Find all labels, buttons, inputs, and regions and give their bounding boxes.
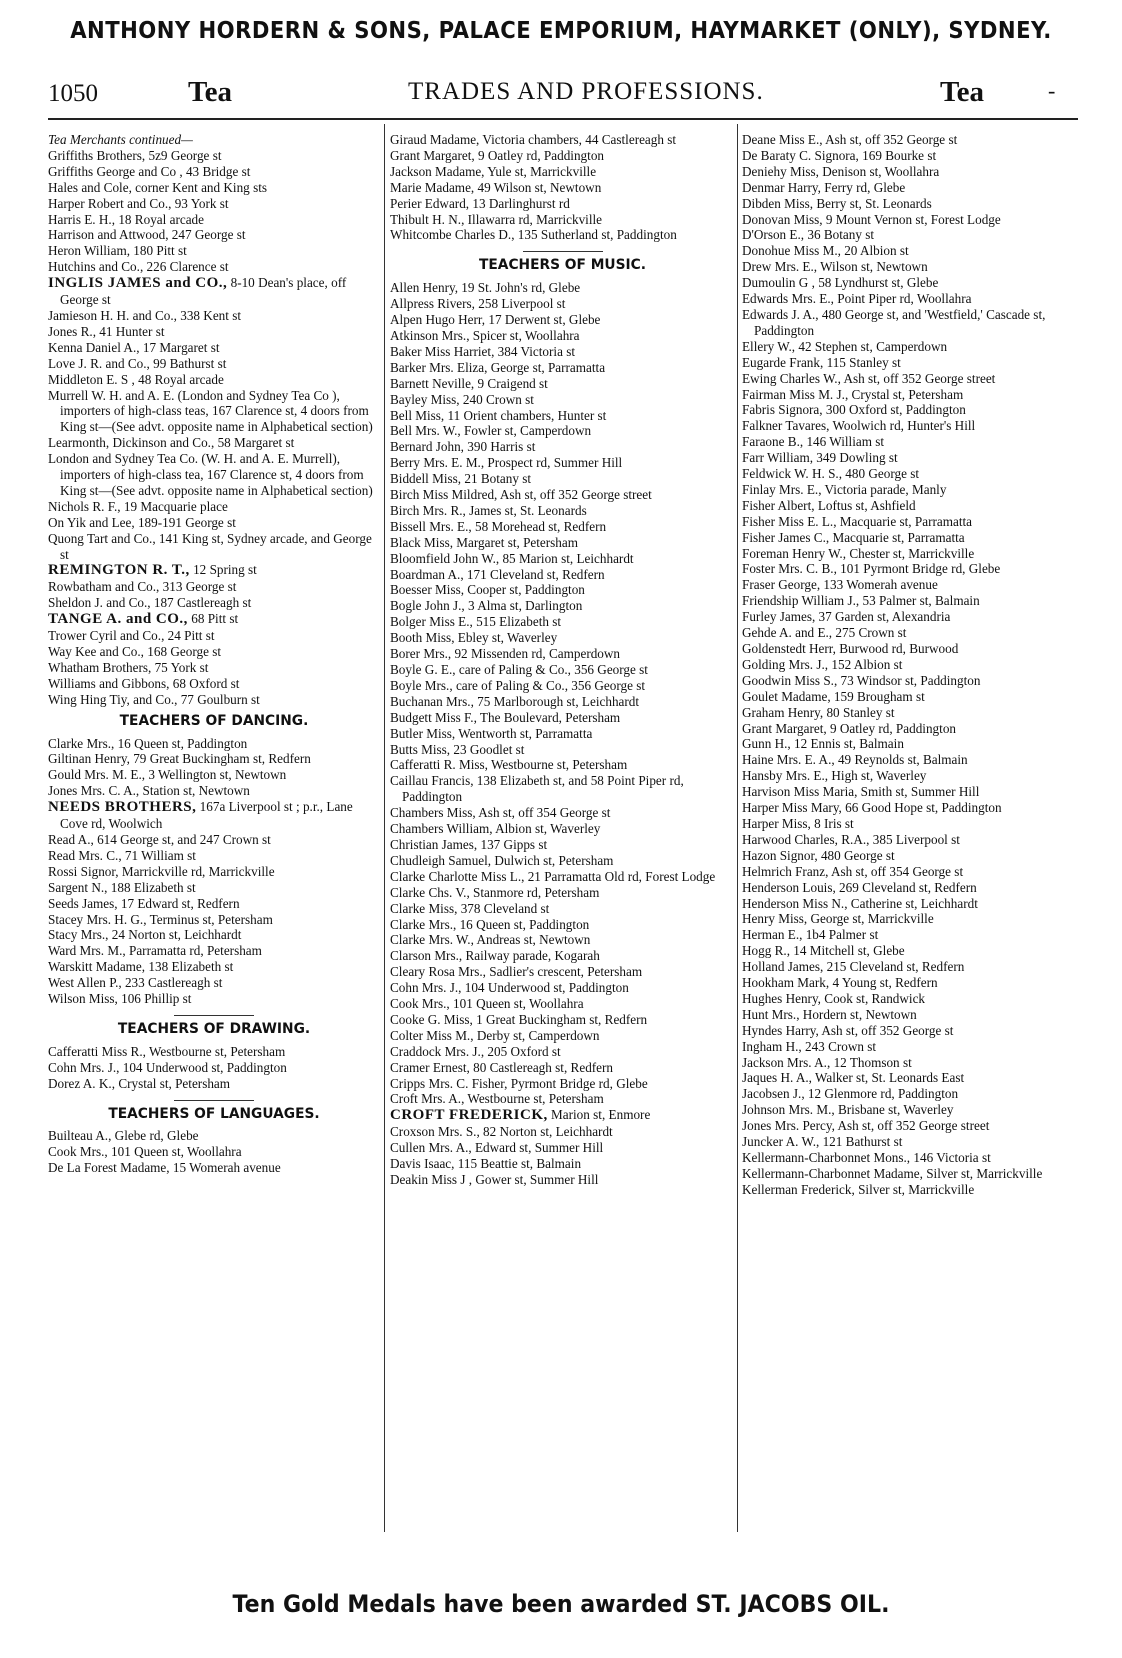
music-list xyxy=(390,280,735,1107)
list-item: Clarson Mrs., Railway parade, Kogarah xyxy=(390,948,600,964)
list-item: Jones R., 41 Hunter st xyxy=(48,323,165,339)
list-item: Gunn H., 12 Ennis st, Balmain xyxy=(742,736,904,752)
list-item: Chambers William, Albion st, Waverley xyxy=(390,821,601,837)
section-divider xyxy=(523,251,603,252)
list-item: Helmrich Franz, Ash st, off 354 George st xyxy=(742,863,964,879)
section-divider xyxy=(174,1100,254,1101)
list-item xyxy=(48,799,380,832)
list-item: Birch Mrs. R., James st, St. Leonards xyxy=(390,502,587,518)
list-item: On Yik and Lee, 189-191 George st xyxy=(48,514,236,530)
list-item: Atkinson Mrs., Spicer st, Woollahra xyxy=(390,327,580,343)
featured-name: NEEDS BROTHERS, xyxy=(48,799,197,816)
list-item: Williams and Gibbons, 68 Oxford st xyxy=(48,675,240,691)
tea-merchant-list xyxy=(48,628,380,708)
list-item: Grant Margaret, 9 Oatley rd, Paddington xyxy=(390,147,605,163)
list-item: Deakin Miss J , Gower st, Summer Hill xyxy=(390,1172,599,1187)
list-item xyxy=(390,1107,735,1124)
list-item: Bernard John, 390 Harris st xyxy=(390,439,536,455)
list-item: Whatham Brothers, 75 York st xyxy=(48,659,209,675)
list-item: Fraser George, 133 Womerah avenue xyxy=(742,577,938,593)
list-item: Builteau A., Glebe rd, Glebe xyxy=(48,1128,199,1144)
featured-name: REMINGTON R. T., xyxy=(48,562,190,579)
list-item: Kellermann-Charbonnet Mons., 146 Victoria st xyxy=(742,1150,991,1165)
list-item: Seeds James, 17 Edward st, Redfern xyxy=(48,895,240,911)
left-guide-word: Tea xyxy=(188,76,233,108)
list-item: Jacobsen J., 12 Glenmore rd, Paddington xyxy=(742,1086,959,1102)
list-item: Chudleigh Samuel, Dulwich st, Petersham xyxy=(390,852,614,868)
list-item: Feldwick W. H. S., 480 George st xyxy=(742,466,920,482)
list-item: Harper Robert and Co., 93 York st xyxy=(48,195,229,211)
tea-merchant-list xyxy=(48,308,380,563)
list-item: Hutchins and Co., 226 Clarence st xyxy=(48,259,229,275)
list-item: Hogg R., 14 Mitchell st, Glebe xyxy=(742,943,905,959)
list-item: Harwood Charles, R.A., 385 Liverpool st xyxy=(742,831,960,847)
featured-name: INGLIS JAMES and CO., xyxy=(48,275,228,292)
list-item: Graham Henry, 80 Stanley st xyxy=(742,704,895,720)
list-item: Henry Miss, George st, Marrickville xyxy=(742,911,934,927)
column-1 xyxy=(48,132,380,1176)
list-item: Golding Mrs. J., 152 Albion st xyxy=(742,656,903,672)
list-item: Cripps Mrs. C. Fisher, Pyrmont Bridge rd, Glebe xyxy=(390,1075,648,1091)
list-item xyxy=(48,275,380,308)
list-item: Allen Henry, 19 St. John's rd, Glebe xyxy=(390,280,581,296)
list-item: Henderson Louis, 269 Cleveland st, Redfern xyxy=(742,879,977,895)
list-item: Learmonth, Dickinson and Co., 58 Margaret st xyxy=(48,435,295,451)
list-item: Harrison and Attwood, 247 George st xyxy=(48,227,246,243)
list-item: Barnett Neville, 9 Craigend st xyxy=(390,375,548,391)
featured-address: 12 Spring st xyxy=(189,562,257,578)
list-item: Bell Mrs. W., Fowler st, Camperdown xyxy=(390,423,592,439)
list-item: Chambers Miss, Ash st, off 354 George st xyxy=(390,805,611,821)
list-item: Fisher Miss E. L., Macquarie st, Parramatta xyxy=(742,513,972,529)
list-item: Boyle G. E., care of Paling & Co., 356 George st xyxy=(390,662,648,677)
list-item: Giltinan Henry, 79 Great Buckingham st, Redfern xyxy=(48,751,311,767)
list-item: Foster Mrs. C. B., 101 Pyrmont Bridge rd, Glebe xyxy=(742,561,1001,577)
list-item: Cafferatti Miss R., Westbourne st, Petersham xyxy=(48,1043,286,1059)
list-item: Jaques H. A., Walker st, St. Leonards East xyxy=(742,1070,965,1086)
list-item: Jones Mrs. C. A., Station st, Newtown xyxy=(48,783,250,799)
list-item: Fisher Albert, Loftus st, Ashfield xyxy=(742,497,916,513)
list-item: Dumoulin G , 58 Lyndhurst st, Glebe xyxy=(742,275,939,291)
list-item: Colter Miss M., Derby st, Camperdown xyxy=(390,1027,600,1043)
list-item: Clarke Mrs. W., Andreas st, Newtown xyxy=(390,932,591,948)
tea-merchant-list xyxy=(48,579,380,611)
list-item: Dorez A. K., Crystal st, Petersham xyxy=(48,1075,231,1091)
list-item: Eugarde Frank, 115 Stanley st xyxy=(742,354,901,370)
list-item: Hyndes Harry, Ash st, off 352 George st xyxy=(742,1022,954,1038)
list-item: Wilson Miss, 106 Phillip st xyxy=(48,991,192,1007)
list-item: Nichols R. F., 19 Macquarie place xyxy=(48,498,228,514)
list-item: Cook Mrs., 101 Queen st, Woollahra xyxy=(48,1144,242,1160)
list-item: Johnson Mrs. M., Brisbane st, Waverley xyxy=(742,1102,954,1118)
list-item: Friendship William J., 53 Palmer st, Balmain xyxy=(742,593,980,609)
list-item: Harris E. H., 18 Royal arcade xyxy=(48,211,204,227)
list-item: Harper Miss Mary, 66 Good Hope st, Paddington xyxy=(742,800,1002,816)
list-item: Dibden Miss, Berry st, St. Leonards xyxy=(742,195,932,211)
music-list xyxy=(742,132,1078,1198)
list-item: Boesser Miss, Cooper st, Paddington xyxy=(390,582,585,598)
header-dash: - xyxy=(1048,78,1056,103)
list-item: Furley James, 37 Garden st, Alexandria xyxy=(742,609,951,625)
list-item: Clarke Mrs., 16 Queen st, Paddington xyxy=(390,916,590,932)
list-item: Jones Mrs. Percy, Ash st, off 352 George street xyxy=(742,1118,990,1134)
list-item: Love J. R. and Co., 99 Bathurst st xyxy=(48,355,227,371)
list-item: Ward Mrs. M., Parramatta rd, Petersham xyxy=(48,943,262,959)
list-item: Marie Madame, 49 Wilson st, Newtown xyxy=(390,179,602,195)
featured-address: 68 Pitt st xyxy=(187,611,239,627)
section-divider xyxy=(174,1015,254,1016)
list-item xyxy=(48,611,380,628)
list-item: Ellery W., 42 Stephen st, Camperdown xyxy=(742,338,948,354)
list-item: Griffiths Brothers, 5z9 George st xyxy=(48,147,222,163)
right-guide-word: Tea xyxy=(940,76,985,108)
list-item: Baker Miss Harriet, 384 Victoria st xyxy=(390,343,576,359)
list-item: Whitcombe Charles D., 135 Sutherland st, Paddington xyxy=(390,227,677,243)
list-item: Bayley Miss, 240 Crown st xyxy=(390,391,534,407)
list-item: Bolger Miss E., 515 Elizabeth st xyxy=(390,614,562,630)
column-3 xyxy=(742,132,1078,1198)
continuation-lead: Tea Merchants continued— xyxy=(48,132,193,147)
list-item: Quong Tart and Co., 141 King st, Sydney arcade, and George st xyxy=(48,530,372,562)
column-divider xyxy=(384,124,385,1532)
tea-merchant-list xyxy=(48,148,380,275)
list-item: Cohn Mrs. J., 104 Underwood st, Paddington xyxy=(48,1059,287,1075)
featured-address: 167a Liverpool st ; p.r., Lane Cove rd, Woolwich xyxy=(60,799,353,832)
list-item: Clarke Charlotte Miss L., 21 Parramatta Old rd, Forest Lodge xyxy=(390,868,716,884)
languages-list xyxy=(390,132,735,243)
list-item: Way Kee and Co., 168 George st xyxy=(48,644,222,659)
list-item: Cook Mrs., 101 Queen st, Woollahra xyxy=(390,996,584,1012)
list-item: Donohue Miss M., 20 Albion st xyxy=(742,243,909,259)
list-item: D'Orson E., 36 Botany st xyxy=(742,227,875,243)
section-title: TRADES AND PROFESSIONS. xyxy=(408,78,764,105)
list-item: Birch Miss Mildred, Ash st, off 352 George street xyxy=(390,487,652,503)
list-item: Heron William, 180 Pitt st xyxy=(48,243,187,259)
header-rule xyxy=(48,118,1078,120)
list-item: Sargent N., 188 Elizabeth st xyxy=(48,879,196,895)
list-item: Cafferatti R. Miss, Westbourne st, Petersham xyxy=(390,757,628,773)
list-item: Alpen Hugo Herr, 17 Derwent st, Glebe xyxy=(390,312,601,328)
list-item: Denmar Harry, Ferry rd, Glebe xyxy=(742,179,906,195)
list-item: Haine Mrs. E. A., 49 Reynolds st, Balmain xyxy=(742,752,968,768)
list-item: Middleton E. S , 48 Royal arcade xyxy=(48,371,224,387)
list-item: Griffiths George and Co , 43 Bridge st xyxy=(48,163,251,179)
list-item: Clarke Chs. V., Stanmore rd, Petersham xyxy=(390,884,600,900)
list-item: Goodwin Miss S., 73 Windsor st, Paddington xyxy=(742,672,981,688)
footer-advert: Ten Gold Medals have been awarded ST. JACOBS OIL. xyxy=(232,1590,890,1618)
list-item: De Baraty C. Signora, 169 Bourke st xyxy=(742,147,937,163)
list-item: Clarke Mrs., 16 Queen st, Paddington xyxy=(48,735,248,751)
list-item: Booth Miss, Ebley st, Waverley xyxy=(390,630,558,646)
list-item xyxy=(48,562,380,579)
list-item: Thibult H. N., Illawarra rd, Marrickville xyxy=(390,211,603,227)
languages-list xyxy=(48,1128,380,1176)
list-item: Bloomfield John W., 85 Marion st, Leichhardt xyxy=(390,550,634,566)
list-item: Fairman Miss M. J., Crystal st, Petersham xyxy=(742,386,964,402)
list-item: Deane Miss E., Ash st, off 352 George st xyxy=(742,132,958,147)
list-item: Allpress Rivers, 258 Liverpool st xyxy=(390,296,566,312)
list-item: Trower Cyril and Co., 24 Pitt st xyxy=(48,628,215,644)
list-item: Harvison Miss Maria, Smith st, Summer Hill xyxy=(742,784,980,800)
list-item: Kellerman Frederick, Silver st, Marrickville xyxy=(742,1181,975,1197)
list-item: Butts Miss, 23 Goodlet st xyxy=(390,741,525,757)
list-item: Bell Miss, 11 Orient chambers, Hunter st xyxy=(390,407,607,423)
list-item: Christian James, 137 Gipps st xyxy=(390,836,548,852)
list-item: Buchanan Mrs., 75 Marlborough st, Leichhardt xyxy=(390,693,640,709)
featured-name: CROFT FREDERICK, xyxy=(390,1107,548,1124)
list-item: Ingham H., 243 Crown st xyxy=(742,1038,877,1054)
list-item: Stacy Mrs., 24 Norton st, Leichhardt xyxy=(48,927,242,943)
list-item: Edwards Mrs. E., Point Piper rd, Woollahra xyxy=(742,291,972,307)
list-item: Boardman A., 171 Cleveland st, Redfern xyxy=(390,566,605,582)
list-item: Goldenstedt Herr, Burwood rd, Burwood xyxy=(742,641,959,656)
list-item: Hughes Henry, Cook st, Randwick xyxy=(742,990,926,1006)
list-item: Murrell W. H. and A. E. (London and Sydney Tea Co ), importers of high-class teas, 167 Clarence st, 4 doors from King st—(See advt. opposite name in Alphabetical section) xyxy=(48,387,373,435)
page-number: 1050 xyxy=(48,80,98,107)
list-item: Rossi Signor, Marrickville rd, Marrickville xyxy=(48,863,275,879)
list-item: Caillau Francis, 138 Elizabeth st, and 58 Point Piper rd, Paddington xyxy=(390,773,684,805)
section-heading: TEACHERS OF LANGUAGES. xyxy=(108,1105,320,1122)
list-item: London and Sydney Tea Co. (W. H. and A. E. Murrell), importers of high-class tea, 167 Clarence st, 4 doors from King st—(See advt. opposite name in Alphabetical section) xyxy=(48,451,373,498)
list-item: Jamieson H. H. and Co., 338 Kent st xyxy=(48,307,242,323)
list-item: Croxson Mrs. S., 82 Norton st, Leichhardt xyxy=(390,1124,613,1140)
list-item: Stacey Mrs. H. G., Terminus st, Petersham xyxy=(48,911,273,927)
list-item: Hales and Cole, corner Kent and King sts xyxy=(48,179,268,195)
list-item: Black Miss, Margaret st, Petersham xyxy=(390,534,579,550)
list-item: Drew Mrs. E., Wilson st, Newtown xyxy=(742,259,928,275)
column-2 xyxy=(390,132,735,1188)
list-item: Falkner Tavares, Woolwich rd, Hunter's Hill xyxy=(742,418,976,434)
list-item: Clarke Miss, 378 Cleveland st xyxy=(390,900,550,916)
page-banner: ANTHONY HORDERN & SONS, PALACE EMPORIUM, HAYMARKET (ONLY), SYDNEY. xyxy=(70,18,1052,44)
list-item: Holland James, 215 Cleveland st, Redfern xyxy=(742,959,965,975)
list-item: Read Mrs. C., 71 William st xyxy=(48,847,196,863)
list-item: Kenna Daniel A., 17 Margaret st xyxy=(48,339,220,355)
list-item: Jackson Mrs. A., 12 Thomson st xyxy=(742,1054,912,1070)
list-item: De La Forest Madame, 15 Womerah avenue xyxy=(48,1160,281,1176)
music-list xyxy=(390,1124,735,1188)
dancing-list xyxy=(48,832,380,1007)
list-item: Faraone B., 146 William st xyxy=(742,434,885,450)
list-item: West Allen P., 233 Castlereagh st xyxy=(48,975,223,991)
list-item: Barker Mrs. Eliza, George st, Parramatta xyxy=(390,359,606,375)
featured-name: TANGE A. and CO., xyxy=(48,611,188,628)
drawing-list xyxy=(48,1044,380,1092)
list-item: Foreman Henry W., Chester st, Marrickville xyxy=(742,545,975,561)
list-item: Croft Mrs. A., Westbourne st, Petersham xyxy=(390,1091,604,1107)
featured-address: 8-10 Dean's place, off George st xyxy=(60,275,347,308)
featured-address: Marion st, Enmore xyxy=(547,1107,651,1123)
section-heading: TEACHERS OF DRAWING. xyxy=(117,1020,311,1037)
list-item: Craddock Mrs. J., 205 Oxford st xyxy=(390,1043,561,1059)
section-heading: TEACHERS OF MUSIC. xyxy=(478,257,647,274)
list-item: Warskitt Madame, 138 Elizabeth st xyxy=(48,959,234,975)
column-divider xyxy=(737,124,738,1532)
list-item: Budgett Miss F., The Boulevard, Petersham xyxy=(390,709,621,725)
list-item: Harper Miss, 8 Iris st xyxy=(742,815,854,831)
list-item: Ewing Charles W., Ash st, off 352 George street xyxy=(742,370,996,386)
list-item: Butler Miss, Wentworth st, Parramatta xyxy=(390,725,593,741)
list-item: Giraud Madame, Victoria chambers, 44 Castlereagh st xyxy=(390,132,677,147)
list-item: Bissell Mrs. E., 58 Morehead st, Redfern xyxy=(390,518,607,534)
list-item: Farr William, 349 Dowling st xyxy=(742,450,898,466)
list-item: Edwards J. A., 480 George st, and 'Westfield,' Cascade st, Paddington xyxy=(742,306,1046,338)
list-item: Deniehy Miss, Denison st, Woollahra xyxy=(742,163,940,179)
list-item: Davis Isaac, 115 Beattie st, Balmain xyxy=(390,1156,582,1172)
list-item: Borer Mrs., 92 Missenden rd, Camperdown xyxy=(390,646,621,662)
running-header xyxy=(48,78,1078,112)
list-item: Gould Mrs. M. E., 3 Wellington st, Newtown xyxy=(48,767,287,783)
list-item: Henderson Miss N., Catherine st, Leichhardt xyxy=(742,895,978,911)
list-item: Hansby Mrs. E., High st, Waverley xyxy=(742,768,927,784)
list-item: Finlay Mrs. E., Victoria parade, Manly xyxy=(742,481,947,497)
list-item: Cleary Rosa Mrs., Sadlier's crescent, Petersham xyxy=(390,964,643,980)
list-item: Perier Edward, 13 Darlinghurst rd xyxy=(390,195,570,211)
list-item: Boyle Mrs., care of Paling & Co., 356 George st xyxy=(390,677,646,693)
list-item: Biddell Miss, 21 Botany st xyxy=(390,471,532,487)
list-item: Gehde A. and E., 275 Crown st xyxy=(742,625,907,641)
list-item: Fisher James C., Macquarie st, Parramatta xyxy=(742,529,965,545)
list-item: Cramer Ernest, 80 Castlereagh st, Redfern xyxy=(390,1059,614,1075)
list-item: Berry Mrs. E. M., Prospect rd, Summer Hill xyxy=(390,455,623,471)
list-item: Hunt Mrs., Hordern st, Newtown xyxy=(742,1006,917,1022)
list-item: Sheldon J. and Co., 187 Castlereagh st xyxy=(48,595,252,611)
list-item: Hookham Mark, 4 Young st, Redfern xyxy=(742,975,938,991)
list-item: Herman E., 1b4 Palmer st xyxy=(742,927,879,943)
list-item: Grant Margaret, 9 Oatley rd, Paddington xyxy=(742,720,957,736)
list-item: Hazon Signor, 480 George st xyxy=(742,847,895,863)
list-item: Wing Hing Tiy, and Co., 77 Goulburn st xyxy=(48,691,260,707)
list-item: Bogle John J., 3 Alma st, Darlington xyxy=(390,598,583,614)
section-heading: TEACHERS OF DANCING. xyxy=(119,712,309,729)
list-item: Cooke G. Miss, 1 Great Buckingham st, Redfern xyxy=(390,1011,648,1027)
list-item: Juncker A. W., 121 Bathurst st xyxy=(742,1134,903,1150)
list-item: Fabris Signora, 300 Oxford st, Paddington xyxy=(742,402,966,418)
dancing-list xyxy=(48,736,380,800)
list-item: Cullen Mrs. A., Edward st, Summer Hill xyxy=(390,1140,604,1156)
list-item: Read A., 614 George st, and 247 Crown st xyxy=(48,831,271,847)
list-item: Cohn Mrs. J., 104 Underwood st, Paddington xyxy=(390,980,629,996)
list-item: Donovan Miss, 9 Mount Vernon st, Forest Lodge xyxy=(742,211,1001,227)
list-item: Jackson Madame, Yule st, Marrickville xyxy=(390,163,597,179)
list-item: Goulet Madame, 159 Brougham st xyxy=(742,688,925,704)
list-item: Rowbatham and Co., 313 George st xyxy=(48,579,237,595)
list-item: Kellermann-Charbonnet Madame, Silver st, Marrickville xyxy=(742,1165,1043,1181)
